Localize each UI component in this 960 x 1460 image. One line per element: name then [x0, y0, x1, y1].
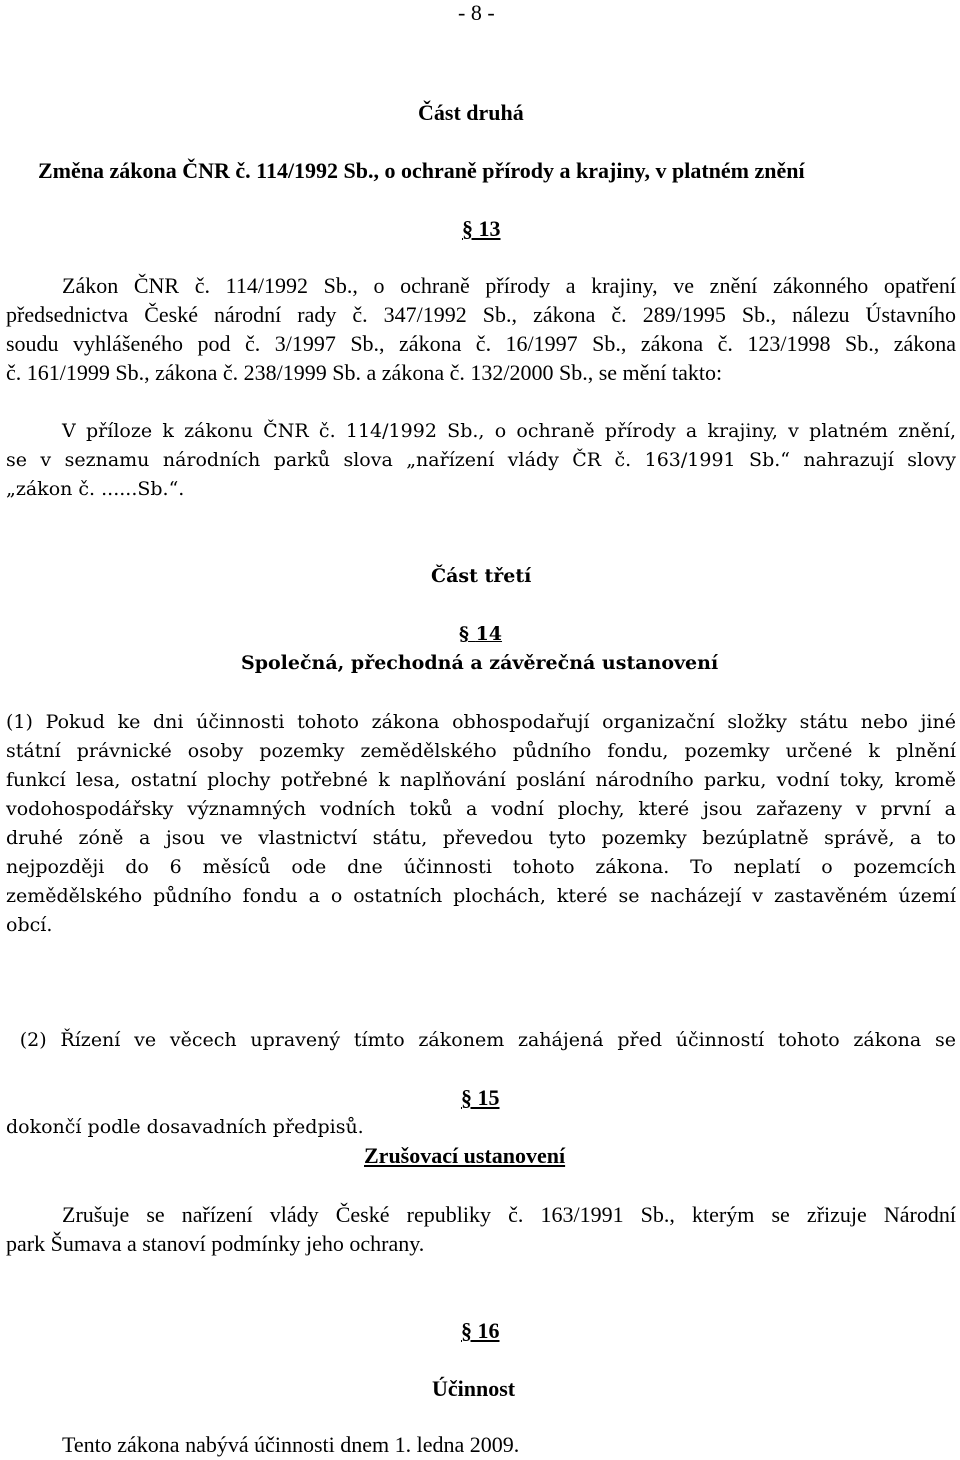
section-number: 14 [475, 623, 503, 645]
section-heading [461, 1318, 500, 1344]
paragraph-line: druhé zóně a jsou ve vlastnictví státu, převedou tyto pozemky bezúplatně správě, a to [6, 827, 956, 849]
section-number: 13 [478, 216, 501, 241]
paragraph-line: Zrušuje se nařízení vlády České republiky č. 163/1991 Sb., kterým se zřizuje Národní [62, 1202, 956, 1227]
page-number: - 8 - [458, 0, 495, 25]
intro-line: č. 161/1999 Sb., zákona č. 238/1999 Sb. a zákona č. 132/2000 Sb., se mění takto: [6, 360, 723, 385]
paragraph-line: nejpozději do 6 měsíců ode dne účinnosti tohoto zákona. To neplatí o pozemcích [6, 856, 956, 878]
intro-line: Zákon ČNR č. 114/1992 Sb., o ochraně přírody a krajiny, ve znění zákonného opatření [62, 273, 956, 298]
paragraph-line: vodohospodářsky významných vodních toků a vodní plochy, které jsou zařazeny v první a [6, 798, 956, 820]
section-symbol: § [462, 216, 473, 241]
paragraph-line: park Šumava a stanoví podmínky jeho ochrany. [6, 1231, 425, 1256]
section-number: 15 [477, 1085, 500, 1110]
part-title: Změna zákona ČNR č. 114/1992 Sb., o ochraně přírody a krajiny, v platném znění [38, 158, 805, 183]
intro-line: předsednictva České národní rady č. 347/1992 Sb., zákona č. 289/1995 Sb., nálezu Ústavního [6, 302, 956, 327]
section-heading [462, 216, 501, 242]
section-symbol: § [461, 1318, 472, 1343]
paragraph-line: (2) Řízení ve věcech upravený tímto zákonem zahájená před účinností tohoto zákona se [6, 1029, 956, 1051]
section-heading [459, 623, 502, 645]
part-heading: Část druhá [418, 100, 524, 125]
paragraph-1 [6, 708, 956, 940]
paragraph-line: funkcí lesa, ostatní plochy potřebné k naplňování poslání národního parku, vodní toky, kromě [6, 769, 956, 791]
section-symbol: § [459, 623, 469, 645]
repeal-paragraph [6, 1200, 956, 1258]
section-number: 16 [477, 1318, 500, 1343]
amendment-line: se v seznamu národních parků slova „nařízení vlády ČR č. 163/1991 Sb.“ nahrazují slovy [6, 449, 956, 471]
section-heading [461, 1085, 500, 1111]
amendment-line: V příloze k zákonu ČNR č. 114/1992 Sb., o ochraně přírody a krajiny, v platném znění, [62, 420, 956, 442]
section-title: Společná, přechodná a závěrečná ustanovení [241, 652, 719, 674]
amendment-line: „zákon č. ......Sb.“. [6, 478, 185, 500]
amendment-paragraph [6, 417, 956, 504]
paragraph-line: zemědělského půdního fondu a o ostatních plochách, které se nacházejí v zastavěném území [6, 885, 956, 907]
section-symbol: § [461, 1085, 472, 1110]
paragraph-line: (1) Pokud ke dni účinnosti tohoto zákona obhospodařují organizační složky státu nebo jiné [6, 711, 956, 733]
paragraph-line: obcí. [6, 914, 53, 936]
paragraph-line: státní právnické osoby pozemky zemědělského půdního fondu, pozemky určené k plnění [6, 740, 956, 762]
section-title: Zrušovací ustanovení [364, 1143, 566, 1168]
intro-line: soudu vyhlášeného pod č. 3/1997 Sb., zákona č. 16/1997 Sb., zákona č. 123/1998 Sb., zákona [6, 331, 956, 356]
part-heading: Část třetí [431, 565, 532, 587]
intro-paragraph [6, 271, 956, 387]
paragraph-line: dokončí podle dosavadních předpisů. [6, 1116, 364, 1138]
effective-date-text: Tento zákona nabývá účinnosti dnem 1. ledna 2009. [62, 1432, 520, 1457]
section-title: Účinnost [432, 1376, 516, 1401]
